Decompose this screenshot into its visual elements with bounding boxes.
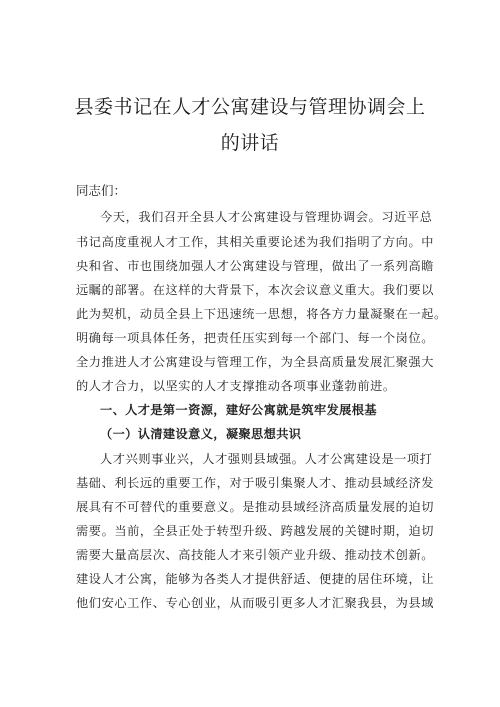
paragraph-line: 书记高度重视人才工作，其相关重要论述为我们指明了方向。中 <box>76 235 435 249</box>
paragraph-line: 的人才合力，以坚实的人才支撑推动各项事业蓬勃前进。 <box>76 379 396 393</box>
paragraph-line: 此为契机，动员全县上下迅速统一思想，将各方力量凝聚在一起。 <box>76 307 447 321</box>
paragraph-line: 基础、利长远的重要工作，对于吸引集聚人才、推动县域经济发 <box>76 476 435 490</box>
paragraph-line: 远瞩的部署。在这样的大背景下，本次会议意义重大。我们要以 <box>76 283 435 297</box>
paragraph-line: 人才兴则事业兴，人才强则县域强。人才公寓建设是一项打 <box>100 452 433 466</box>
paragraph-line: 他们安心工作、专心创业，从而吸引更多人才汇聚我县，为县域 <box>76 596 435 610</box>
paragraph-line: 需要。当前，全县正处于转型升级、跨越发展的关键时期，迫切 <box>76 524 435 538</box>
subsection-heading: （一）认清建设意义，凝聚思想共识 <box>100 427 302 441</box>
paragraph-line: 全力推进人才公寓建设与管理工作，为全县高质量发展汇聚强大 <box>76 355 435 369</box>
paragraph-line: 建设人才公寓，能够为各类人才提供舒适、便捷的居住环境，让 <box>76 572 435 586</box>
paragraph-line: 今天，我们召开全县人才公寓建设与管理协调会。习近平总 <box>100 210 433 224</box>
section-heading: 一、人才是第一资源，建好公寓就是筑牢发展根基 <box>100 403 377 417</box>
paragraph-line: 央和省、市也围绕加强人才公寓建设与管理，做出了一系列高瞻 <box>76 259 435 273</box>
salutation: 同志们： <box>76 183 127 198</box>
document-title-line-1: 县委书记在人才公寓建设与管理协调会上 <box>74 96 426 118</box>
paragraph-line: 需要大量高层次、高技能人才来引领产业升级、推动技术创新。 <box>76 548 435 562</box>
document-title-line-2: 的讲话 <box>220 132 280 154</box>
paragraph-line: 展具有不可替代的重要意义。是推动县域经济高质量发展的迫切 <box>76 500 435 514</box>
paragraph-line: 明确每一项具体任务，把责任压实到每一个部门、每一个岗位。 <box>76 331 435 345</box>
